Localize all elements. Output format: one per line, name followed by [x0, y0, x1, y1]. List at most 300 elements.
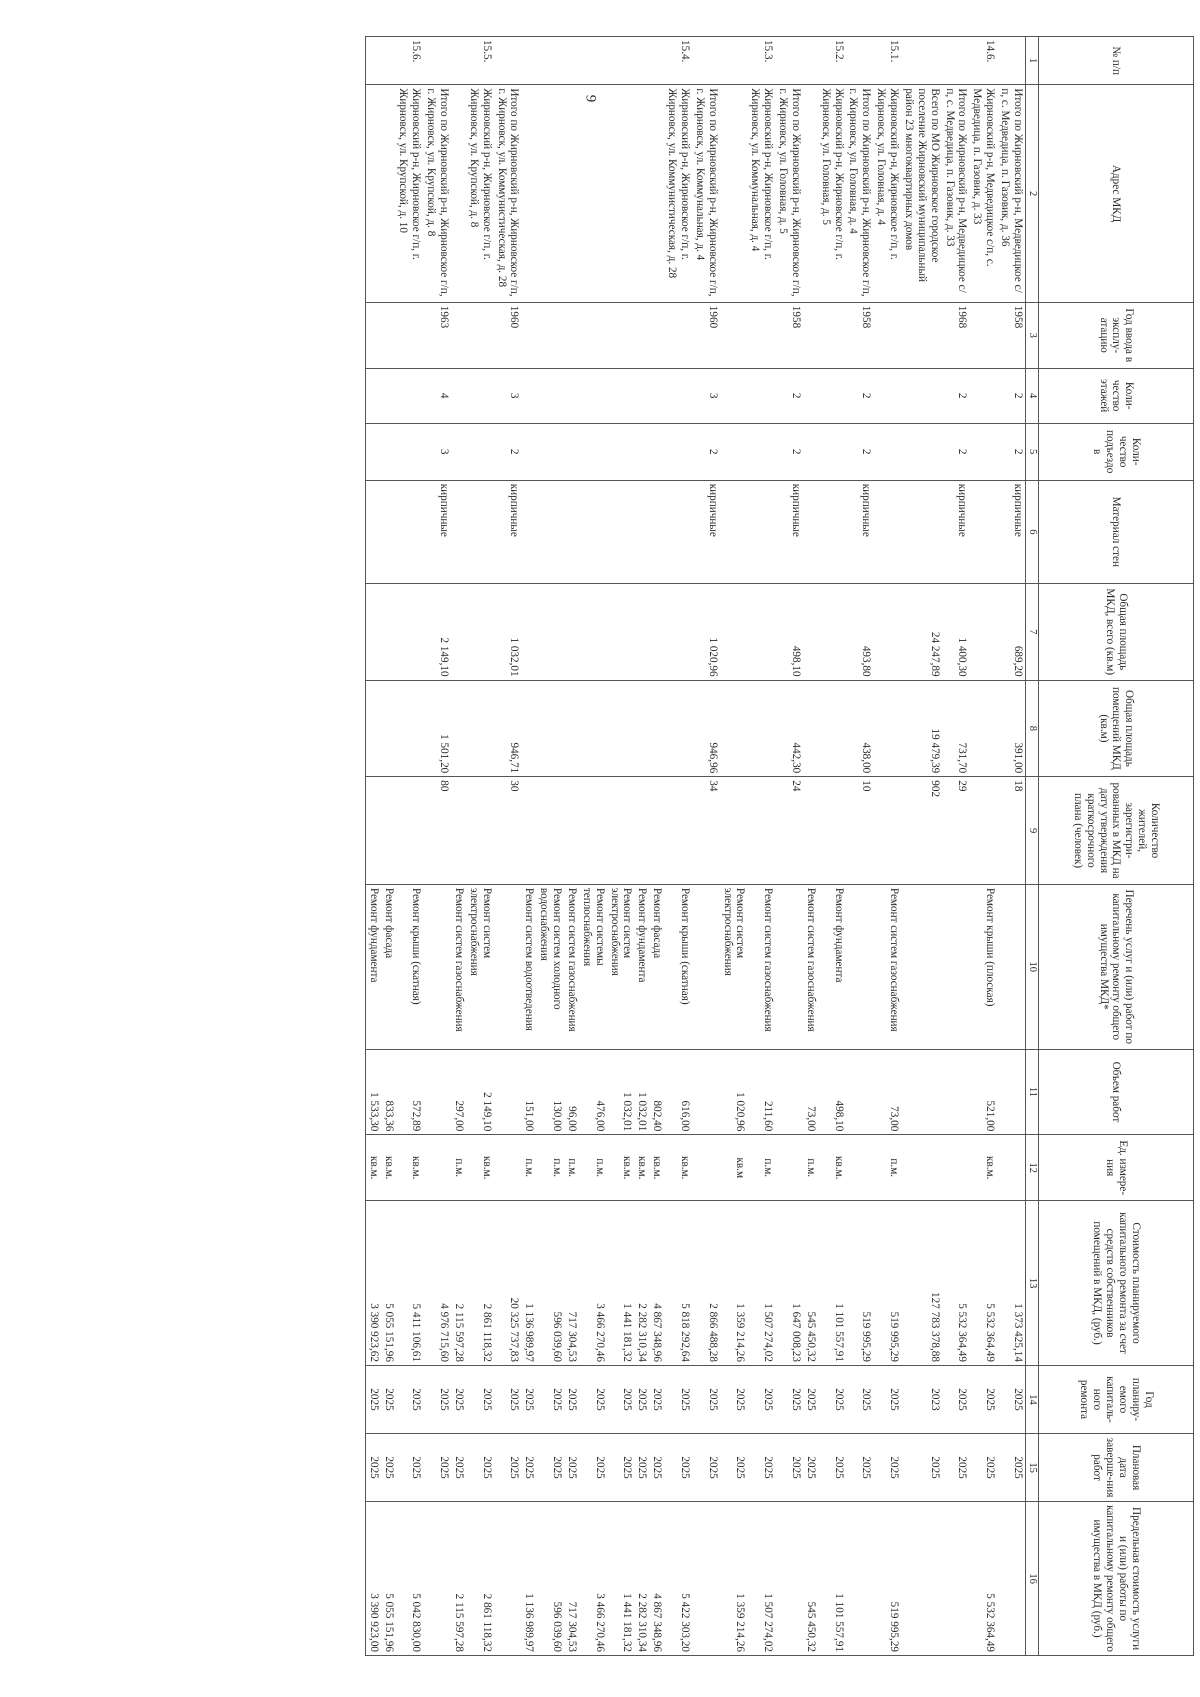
- table-cell: [664, 302, 692, 368]
- table-row: [466, 37, 494, 1656]
- table-cell: [873, 368, 901, 423]
- column-header: Стоимость планируемого капитального ремонта за счет средств собственников помещений в МКД, (руб.): [1039, 1201, 1194, 1366]
- table-cell: 2025: [747, 1434, 775, 1502]
- table-row: [803, 37, 818, 1656]
- table-row: [381, 37, 396, 1656]
- table-cell: [649, 583, 664, 680]
- table-cell: 2025: [466, 1365, 494, 1433]
- table-cell: [607, 37, 635, 85]
- table-cell: п.м.: [579, 1135, 607, 1201]
- table-cell: кв.м.: [649, 1135, 664, 1201]
- table-cell: 2 861 118,32: [466, 1502, 494, 1656]
- table-cell: 2025: [969, 1434, 997, 1502]
- table-cell: Жирновский р-н, Медведицкое с/п, с. Медведица, п. Газовик, д. 33: [969, 85, 997, 302]
- table-row: [494, 37, 522, 1656]
- table-cell: [536, 423, 564, 480]
- column-number: 12: [1025, 1135, 1038, 1201]
- table-row: [634, 37, 649, 1656]
- table-cell: [579, 423, 607, 480]
- table-cell: кв.м.: [466, 1135, 494, 1201]
- table-cell: [846, 1502, 874, 1656]
- table-cell: 2025: [521, 1365, 536, 1433]
- table-cell: 545 450,32: [803, 1502, 818, 1656]
- table-cell: 2025: [692, 1434, 720, 1502]
- table-cell: [564, 368, 579, 423]
- table-cell: [564, 583, 579, 680]
- table-cell: [720, 368, 748, 423]
- table-cell: 2025: [775, 1434, 803, 1502]
- table-cell: п.м.: [536, 1135, 564, 1201]
- table-cell: 2025: [846, 1365, 874, 1433]
- table-cell: [775, 37, 803, 85]
- table-cell: 2025: [873, 1434, 901, 1502]
- table-cell: 1 136 989,97: [521, 1502, 536, 1656]
- table-cell: 1 032,01: [634, 1049, 649, 1135]
- table-cell: [664, 368, 692, 423]
- table-cell: 2: [846, 368, 874, 423]
- table-cell: [720, 680, 748, 777]
- table-row: [649, 37, 664, 1656]
- table-cell: 519 995,29: [846, 1201, 874, 1366]
- table-cell: 2025: [579, 1365, 607, 1433]
- table-cell: [564, 302, 579, 368]
- table-cell: 616,00: [664, 1049, 692, 1135]
- column-number: 7: [1025, 583, 1038, 680]
- table-cell: 2025: [720, 1434, 748, 1502]
- table-cell: [381, 777, 396, 885]
- column-header: Предельная стоимость услуги и (или) работы по капитальному ремонту общего имущества в МКД (руб.): [1039, 1502, 1194, 1656]
- table-cell: 2025: [649, 1365, 664, 1433]
- table-cell: [536, 777, 564, 885]
- table-cell: 211,60: [747, 1049, 775, 1135]
- table-row: [365, 37, 380, 1656]
- table-cell: [423, 1502, 451, 1656]
- table-cell: 476,00: [579, 1049, 607, 1135]
- table-cell: [607, 680, 635, 777]
- table-cell: [521, 583, 536, 680]
- table-cell: [901, 302, 942, 368]
- table-cell: 2025: [664, 1434, 692, 1502]
- table-cell: п.м.: [873, 1135, 901, 1201]
- table-cell: [720, 583, 748, 680]
- table-row: [579, 37, 607, 1656]
- table-cell: [747, 480, 775, 583]
- table-cell: 3 390 923,62: [365, 1201, 380, 1366]
- table-cell: [803, 368, 818, 423]
- table-cell: [381, 368, 396, 423]
- table-cell: [634, 480, 649, 583]
- table-cell: 2025: [818, 1434, 846, 1502]
- table-cell: 2 866 488,28: [692, 1201, 720, 1366]
- table-cell: [396, 777, 424, 885]
- table-cell: 2: [775, 368, 803, 423]
- table-cell: Ремонт систем холодного водоснабжения: [536, 884, 564, 1049]
- table-cell: Итого по Жирновский р-н, Жирновское г/п, г. Жирновск, ул. Коммунальная, д. 4: [692, 85, 720, 302]
- table-cell: 4 976 715,60: [423, 1201, 451, 1366]
- table-cell: [396, 583, 424, 680]
- table-cell: 2025: [494, 1434, 522, 1502]
- table-cell: 2 861 118,32: [466, 1201, 494, 1366]
- table-cell: п.м.: [521, 1135, 536, 1201]
- table-cell: Жирновский р-н, Жирновское г/п, г. Жирновск, ул. Коммунистическая, д. 28: [664, 85, 692, 302]
- table-cell: 2: [997, 423, 1025, 480]
- table-cell: Жирновский р-н, Жирновское г/п, г. Жирновск, ул. Головная, д. 4: [873, 85, 901, 302]
- table-cell: 1958: [846, 302, 874, 368]
- table-cell: [649, 680, 664, 777]
- table-cell: [969, 302, 997, 368]
- column-header: № п/п: [1039, 37, 1194, 85]
- column-number: 11: [1025, 1049, 1038, 1135]
- table-cell: [466, 680, 494, 777]
- column-header: Год планиру-емого капиталь-ного ремонта: [1039, 1365, 1194, 1433]
- table-cell: кв.м.: [396, 1135, 424, 1201]
- table-cell: 1963: [423, 302, 451, 368]
- table-cell: [579, 680, 607, 777]
- table-cell: [649, 480, 664, 583]
- table-cell: 3 466 270,46: [579, 1502, 607, 1656]
- table-cell: Ремонт крыши (скатная): [664, 884, 692, 1049]
- table-cell: [846, 1049, 874, 1135]
- table-cell: [365, 777, 380, 885]
- table-cell: [803, 302, 818, 368]
- table-cell: [607, 583, 635, 680]
- table-cell: 689,20: [997, 583, 1025, 680]
- table-cell: [997, 1502, 1025, 1656]
- repair-plan-table: [365, 36, 1194, 1656]
- table-cell: [564, 37, 579, 85]
- column-number: 6: [1025, 480, 1038, 583]
- table-cell: [521, 777, 536, 885]
- table-cell: [747, 368, 775, 423]
- table-cell: [634, 583, 649, 680]
- column-number: 9: [1025, 777, 1038, 885]
- table-row: [873, 37, 901, 1656]
- table-cell: 596 039,60: [536, 1201, 564, 1366]
- table-cell: Ремонт фундамента: [634, 884, 649, 1049]
- table-cell: [664, 583, 692, 680]
- table-cell: 96,00: [564, 1049, 579, 1135]
- table-cell: [969, 583, 997, 680]
- column-number: 2: [1025, 85, 1038, 302]
- table-cell: 519 995,29: [873, 1201, 901, 1366]
- table-cell: [564, 480, 579, 583]
- table-cell: 3: [494, 368, 522, 423]
- table-cell: 15.1.: [873, 37, 901, 85]
- table-cell: [607, 85, 635, 302]
- table-cell: п.м.: [803, 1135, 818, 1201]
- table-cell: 596 039,60: [536, 1502, 564, 1656]
- table-row: [901, 37, 942, 1656]
- table-cell: 833,36: [381, 1049, 396, 1135]
- table-cell: 2025: [873, 1365, 901, 1433]
- table-cell: 2: [997, 368, 1025, 423]
- table-row: [818, 37, 846, 1656]
- table-cell: 1 136 989,97: [521, 1201, 536, 1366]
- table-cell: 34: [692, 777, 720, 885]
- table-cell: [451, 368, 466, 423]
- table-cell: 2025: [997, 1434, 1025, 1502]
- table-cell: [607, 480, 635, 583]
- column-number: 3: [1025, 302, 1038, 368]
- table-cell: 2025: [901, 1434, 942, 1502]
- table-cell: 2025: [634, 1365, 649, 1433]
- table-cell: Жирновский р-н, Жирновское г/п, г. Жирновск, ул. Коммунальная, д. 4: [747, 85, 775, 302]
- table-cell: 1 032,01: [494, 583, 522, 680]
- table-cell: 19 479,39: [901, 680, 942, 777]
- table-cell: 1958: [997, 302, 1025, 368]
- column-header: Количество жителей, зарегистри-рованных в МКД на дату утверждения краткосрочного плана (человек): [1039, 777, 1194, 885]
- table-cell: 1958: [775, 302, 803, 368]
- table-cell: 2025: [942, 1365, 970, 1433]
- table-cell: [901, 368, 942, 423]
- table-cell: Ремонт систем газоснабжения: [564, 884, 579, 1049]
- table-cell: 2025: [365, 1365, 380, 1433]
- table-cell: [381, 85, 396, 302]
- table-cell: [846, 884, 874, 1049]
- table-cell: [579, 583, 607, 680]
- table-cell: [873, 777, 901, 885]
- table-cell: [997, 884, 1025, 1049]
- table-cell: 10: [846, 777, 874, 885]
- table-cell: [818, 480, 846, 583]
- table-cell: [536, 85, 564, 302]
- table-cell: 2 149,10: [423, 583, 451, 680]
- table-cell: [381, 37, 396, 85]
- table-cell: 438,00: [846, 680, 874, 777]
- column-number: 16: [1025, 1502, 1038, 1656]
- table-cell: 1 507 274,02: [747, 1201, 775, 1366]
- table-cell: [396, 480, 424, 583]
- table-cell: [607, 302, 635, 368]
- rotated-table-container: [54, 36, 1194, 1656]
- table-cell: 521,00: [969, 1049, 997, 1135]
- table-cell: [451, 302, 466, 368]
- table-cell: 1 507 274,02: [747, 1502, 775, 1656]
- table-cell: [692, 1049, 720, 1135]
- table-row: [969, 37, 997, 1656]
- table-cell: 2025: [969, 1365, 997, 1433]
- table-cell: Ремонт фасада: [381, 884, 396, 1049]
- table-cell: 2025: [720, 1365, 748, 1433]
- table-cell: кв.м: [720, 1135, 748, 1201]
- table-cell: [649, 37, 664, 85]
- table-cell: Ремонт крыши (скатная): [396, 884, 424, 1049]
- table-cell: [873, 423, 901, 480]
- table-cell: 2025: [396, 1365, 424, 1433]
- table-cell: 4 867 348,96: [649, 1201, 664, 1366]
- table-cell: [803, 480, 818, 583]
- table-cell: [521, 423, 536, 480]
- table-cell: [775, 1502, 803, 1656]
- table-row: [846, 37, 874, 1656]
- table-cell: [649, 302, 664, 368]
- table-cell: 2025: [607, 1365, 635, 1433]
- table-cell: 1 533,30: [365, 1049, 380, 1135]
- table-cell: Жирновский р-н, Жирновское г/п, г. Жирновск, ул. Крупской, д. 8: [466, 85, 494, 302]
- table-cell: [607, 423, 635, 480]
- table-cell: кв.м.: [969, 1135, 997, 1201]
- table-row: [775, 37, 803, 1656]
- table-cell: 2 282 310,34: [634, 1201, 649, 1366]
- table-cell: [579, 368, 607, 423]
- table-cell: 2025: [451, 1434, 466, 1502]
- column-number: 5: [1025, 423, 1038, 480]
- table-cell: 127 783 378,88: [901, 1201, 942, 1366]
- table-cell: [818, 423, 846, 480]
- table-cell: [747, 680, 775, 777]
- table-cell: [649, 423, 664, 480]
- table-cell: [901, 423, 942, 480]
- table-cell: Ремонт систем газоснабжения: [803, 884, 818, 1049]
- table-row: [451, 37, 466, 1656]
- table-cell: кирпичные: [942, 480, 970, 583]
- table-cell: 1 101 557,91: [818, 1201, 846, 1366]
- table-cell: [901, 1049, 942, 1135]
- table-body: [365, 37, 1025, 1656]
- table-cell: [494, 884, 522, 1049]
- table-cell: [997, 1135, 1025, 1201]
- table-cell: [521, 302, 536, 368]
- table-cell: [664, 777, 692, 885]
- table-cell: 2025: [579, 1434, 607, 1502]
- table-cell: [634, 777, 649, 885]
- table-cell: [649, 368, 664, 423]
- table-cell: [720, 423, 748, 480]
- table-cell: [942, 1502, 970, 1656]
- table-row: [664, 37, 692, 1656]
- column-header: Год ввода в эксплу-атацию: [1039, 302, 1194, 368]
- table-cell: [521, 480, 536, 583]
- table-cell: Ремонт систем водоотведения: [521, 884, 536, 1049]
- table-cell: Итого по Жирновский р-н, Медведицкое с/п, с. Медведица, п. Газовик, д. 33: [942, 85, 970, 302]
- table-cell: [365, 423, 380, 480]
- table-cell: [451, 37, 466, 85]
- table-cell: 15.5.: [466, 37, 494, 85]
- table-cell: кирпичные: [692, 480, 720, 583]
- table-cell: 3: [423, 423, 451, 480]
- column-number: 1: [1025, 37, 1038, 85]
- table-cell: [536, 583, 564, 680]
- table-row: [997, 37, 1025, 1656]
- table-cell: Итого по Жирновский р-н, Жирновское г/п, г. Жирновск, ул. Головная, д. 4: [846, 85, 874, 302]
- table-cell: 1 647 008,23: [775, 1201, 803, 1366]
- table-cell: [536, 480, 564, 583]
- table-cell: [564, 423, 579, 480]
- table-cell: 2025: [775, 1365, 803, 1433]
- table-row: [607, 37, 635, 1656]
- table-cell: [396, 368, 424, 423]
- table-cell: [423, 884, 451, 1049]
- table-cell: 30: [494, 777, 522, 885]
- table-cell: 2025: [649, 1434, 664, 1502]
- table-cell: [720, 85, 748, 302]
- table-cell: 2025: [536, 1365, 564, 1433]
- table-cell: 731,70: [942, 680, 970, 777]
- table-cell: 1 441 181,32: [607, 1502, 635, 1656]
- table-row: [521, 37, 536, 1656]
- table-cell: 20 325 737,83: [494, 1201, 522, 1366]
- table-cell: [579, 777, 607, 885]
- table-cell: 2023: [901, 1365, 942, 1433]
- table-cell: 2025: [692, 1365, 720, 1433]
- table-cell: [536, 302, 564, 368]
- table-cell: 2025: [997, 1365, 1025, 1433]
- table-cell: [521, 680, 536, 777]
- table-cell: 545 450,32: [803, 1201, 818, 1366]
- table-cell: [720, 480, 748, 583]
- table-cell: 5 411 106,61: [396, 1201, 424, 1366]
- table-cell: 442,30: [775, 680, 803, 777]
- column-number-row: [1025, 37, 1038, 1656]
- table-cell: 2025: [451, 1365, 466, 1433]
- table-cell: [692, 884, 720, 1049]
- table-cell: [664, 423, 692, 480]
- table-cell: 2 282 310,34: [634, 1502, 649, 1656]
- table-cell: 717 304,53: [564, 1502, 579, 1656]
- table-cell: [803, 37, 818, 85]
- table-cell: кирпичные: [423, 480, 451, 583]
- table-cell: [969, 777, 997, 885]
- table-cell: [775, 1135, 803, 1201]
- table-cell: [649, 85, 664, 302]
- table-cell: [521, 37, 536, 85]
- table-cell: 5 532 364,49: [969, 1201, 997, 1366]
- table-cell: Итого по Жирновский р-н, Жирновское г/п, г. Жирновск, ул. Головная, д. 5: [775, 85, 803, 302]
- table-cell: 1 359 214,26: [720, 1502, 748, 1656]
- table-cell: 2: [775, 423, 803, 480]
- table-cell: 2025: [536, 1434, 564, 1502]
- table-cell: [579, 37, 607, 85]
- table-row: [747, 37, 775, 1656]
- table-cell: 5 042 830,00: [396, 1502, 424, 1656]
- table-cell: 5 055 151,96: [381, 1502, 396, 1656]
- table-cell: [818, 680, 846, 777]
- column-number: 8: [1025, 680, 1038, 777]
- table-cell: [775, 1049, 803, 1135]
- header-row: [1039, 37, 1194, 1656]
- table-cell: 130,00: [536, 1049, 564, 1135]
- table-cell: [846, 37, 874, 85]
- table-cell: Ремонт систем электроснабжения: [466, 884, 494, 1049]
- table-cell: Ремонт систем газоснабжения: [747, 884, 775, 1049]
- table-cell: [634, 368, 649, 423]
- table-cell: 18: [997, 777, 1025, 885]
- table-cell: 4: [423, 368, 451, 423]
- table-cell: [451, 85, 466, 302]
- table-cell: [521, 368, 536, 423]
- table-cell: [466, 302, 494, 368]
- table-cell: 1 441 181,32: [607, 1201, 635, 1366]
- table-cell: 2025: [381, 1365, 396, 1433]
- table-cell: п.м.: [564, 1135, 579, 1201]
- table-cell: [803, 583, 818, 680]
- table-cell: [969, 423, 997, 480]
- table-cell: 2025: [423, 1434, 451, 1502]
- table-row: [536, 37, 564, 1656]
- table-cell: [846, 1135, 874, 1201]
- table-cell: 946,71: [494, 680, 522, 777]
- table-cell: 15.4.: [664, 37, 692, 85]
- table-cell: 2: [846, 423, 874, 480]
- table-cell: 572,89: [396, 1049, 424, 1135]
- table-cell: 493,80: [846, 583, 874, 680]
- table-cell: Ремонт фундамента: [818, 884, 846, 1049]
- table-cell: [901, 480, 942, 583]
- table-cell: Ремонт систем газоснабжения: [451, 884, 466, 1049]
- table-cell: [423, 37, 451, 85]
- table-cell: 1 373 425,14: [997, 1201, 1025, 1366]
- table-cell: [634, 302, 649, 368]
